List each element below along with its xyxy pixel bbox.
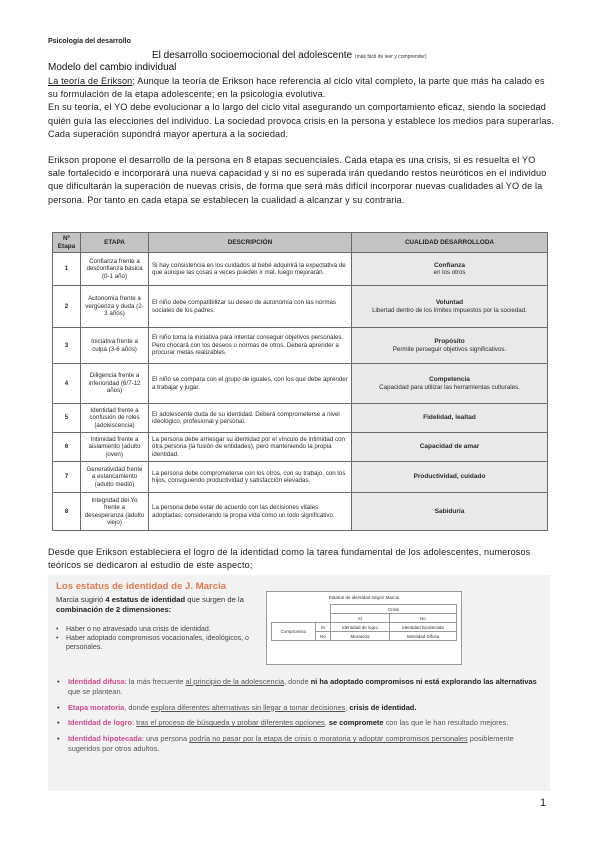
- list-item: • Haber o no atravesado una crisis de identidad.: [56, 625, 274, 634]
- document-title: [152, 50, 427, 61]
- mini-cell: Moratoria: [331, 632, 390, 641]
- slide-title: Los estatus de identidad de J. Marcia: [56, 581, 227, 592]
- mini-cell: Identidad hipotecada: [389, 623, 456, 632]
- stages-paragraph: Erikson propone el desarrollo de la persona en 8 etapas secuenciales. Cada etapa es una crisis, si es resuelta el YO sale fortalecido e incorporará una nueva capacidad y si no es superada irán quedando restos neuróticos en el individuo que dificultarán la superación de nuevas crisis, de forma que será más difícil incorporar nuevas cualidades al YO de la persona. Por tanto en cada etapa se establecen la cualidad a alcanzar y su contraria.: [48, 155, 547, 205]
- stage-quality: [352, 404, 548, 433]
- table-row: [53, 433, 548, 462]
- table-row: [53, 328, 548, 364]
- stage-number: 5: [53, 404, 81, 433]
- stage-quality: [352, 253, 548, 286]
- mini-table-title: Estatus de identidad según Marcia: [328, 595, 400, 600]
- quality-sub: Capacidad para utilizar las herramientas culturales.: [379, 383, 520, 391]
- intro-rest: ; Aunque la teoría de Erikson hace referencia al ciclo vital completo, la parte que más ha calado es su formulación de la etapa adolescente; en la psicología evolutiva.: [48, 76, 545, 100]
- marcia-status-table: [266, 591, 462, 665]
- list-item: • Haber adoptado compromisos vocacionales, ideológicos, o personales.: [56, 634, 274, 652]
- table-row: [53, 253, 548, 286]
- mini-row-group: Compromiso: [272, 623, 316, 641]
- quality-title: Capacidad de amar: [419, 443, 480, 451]
- stage-description: El adolescente duda de su identidad. Deberá comprometerse a nivel ideológico, profesional y personal.: [149, 404, 352, 433]
- stage-number: 2: [53, 286, 81, 328]
- quality-sub: en los otros: [433, 269, 466, 277]
- stage-quality: [352, 433, 548, 462]
- stage-description: El niño debe compatibilizar su deseo de autonomía con las normas sociales de los padres.: [149, 286, 352, 328]
- def-term: Etapa moratoria: [68, 702, 125, 712]
- stage-number: 7: [53, 462, 81, 493]
- header-cualidad: CUALIDAD DESARROLLODA: [352, 233, 548, 253]
- header-etapa: ETAPA: [81, 233, 149, 253]
- marcia-slide: [48, 575, 550, 791]
- quality-title: Voluntad: [435, 299, 464, 307]
- stage-quality: [352, 328, 548, 364]
- stage-quality: [352, 364, 548, 404]
- stage-name: Integridad del Yo frente a desesperanza (adulto viejo): [81, 493, 149, 531]
- table-row: [53, 286, 548, 328]
- mini-row-no: No: [315, 632, 330, 641]
- stage-name: Diligencia frente a inferioridad (6/7-12 años): [81, 364, 149, 404]
- status-definitions: [56, 677, 544, 760]
- stage-number: 3: [53, 328, 81, 364]
- quality-title: Confianza: [433, 261, 466, 269]
- stage-description: La persona debe arriesgar su identidad por el vínculo de intimidad con otra persona (la fusión de entidades), pero manteniendo la propia identidad.: [149, 433, 352, 462]
- stage-description: El niño toma la iniciativa para intentar conseguir objetivos personales. Pero chocará con los deseos o normas de otros. Deberá aprender a procurar metas realizables.: [149, 328, 352, 364]
- intro-paragraph: [48, 75, 554, 141]
- stage-name: Generatividad frente a estancamiento (adulto medio): [81, 462, 149, 493]
- stage-name: Iniciativa frente a culpa (3-6 años): [81, 328, 149, 364]
- intro-line2: En su teoría, el YO debe evolucionar a lo largo del ciclo vital asegurando un comportamiento eficaz, siendo la sociedad quién guía las elecciones del individuo. La sociedad provoca crisis en la persona y establece los medios para superarlas. Cada superación supondrá mayor apertura a la sociedad.: [48, 102, 554, 139]
- stage-name: Intimidad frente a aislamiento (adulto joven): [81, 433, 149, 462]
- mini-col-si: Sí: [331, 614, 390, 623]
- table-header-row: [53, 233, 548, 253]
- intro-pre: Marcia sugirió: [56, 595, 106, 604]
- marcia-intro-paragraph: Desde que Erikson estableciera el logro de la identidad como la tarea fundamental de los adolescentes, numerosos teóricos se dedicaron al estudio de este aspecto;: [48, 547, 531, 571]
- intro-mid: que surgen de la: [185, 595, 244, 604]
- intro-bold: 4 estatus de identidad: [105, 595, 186, 604]
- title-note: (más fácil de leer y comprender): [354, 54, 427, 60]
- course-label: Psicología del desarrollo: [48, 38, 131, 45]
- quality-title: Competencia: [429, 376, 470, 384]
- table-row: [53, 364, 548, 404]
- stage-description: La persona debe estar de acuerdo con las decisiones vitales adoptadas, considerando la propia vida como un todo significativo.: [149, 493, 352, 531]
- stage-description: El niño se compara con el grupo de iguales, con los que debe aprender a trabajar y jugar.: [149, 364, 352, 404]
- stage-quality: [352, 462, 548, 493]
- def-term: Identidad de logro: [68, 718, 133, 728]
- stage-number: 4: [53, 364, 81, 404]
- list-item: • Identidad de logro: tras el proceso de búsqueda y probar diferentes opciones, se compromete con las que le han resultado mejores.: [56, 718, 544, 728]
- list-item: • Identidad hipotecada: una persona podría no pasar por la etapa de crisis o moratoria y adoptar compromisos personales posiblemente sugeridos por otros adultos.: [56, 734, 544, 754]
- title-main: El desarrollo socioemocional del adolescente: [152, 50, 353, 61]
- quality-title: Fidelidad, lealtad: [423, 414, 476, 422]
- stage-number: 6: [53, 433, 81, 462]
- stage-description: La persona debe comprometerse con los otros, con su trabajo, con los hijos, consiguiendo productividad y satisfacción elevadas.: [149, 462, 352, 493]
- stage-name: Confianza frente a desconfianza básica (0-1 año): [81, 253, 149, 286]
- page-number: 1: [540, 797, 547, 809]
- mini-col-no: No: [389, 614, 456, 623]
- table-row: [53, 462, 548, 493]
- quality-sub: Permite perseguir objetivos significativos.: [392, 345, 507, 353]
- mini-cell: Identidad Difusa: [389, 632, 456, 641]
- quality-title: Sabiduría: [434, 507, 465, 515]
- stage-number: 1: [53, 253, 81, 286]
- quality-title: Productividad, cuidado: [413, 473, 486, 481]
- header-n: Nº Etapa: [53, 233, 81, 253]
- intro-bold2: combinación de 2 dimensiones:: [56, 605, 172, 614]
- dimension-list: [56, 625, 274, 653]
- stage-name: Identidad frente a confusión de roles (adolescencia): [81, 404, 149, 433]
- stage-quality: [352, 493, 548, 531]
- table-row: [53, 404, 548, 433]
- header-desc: DESCRIPCIÓN: [149, 233, 352, 253]
- erikson-link[interactable]: La teoría de Erikson: [48, 76, 133, 86]
- table-row: [53, 493, 548, 531]
- stage-number: 8: [53, 493, 81, 531]
- def-term: Identidad hipotecada: [68, 734, 142, 744]
- stage-quality: [352, 286, 548, 328]
- list-item: • Identidad difusa: la más frecuente al principio de la adolescencia, donde ni ha adoptado compromisos ni está explorando las alternativas que se plantean.: [56, 677, 544, 697]
- list-item: • Etapa moratoria, donde explora diferentes alternativas sin llegar a tomar decisiones, crisis de identidad.: [56, 703, 544, 713]
- stage-description: Si hay consistencia en los cuidados al bebé adquirirá la expectativa de que aunque las cosas a veces pueden ir mal, luego mejorarán.: [149, 253, 352, 286]
- mini-row-si: Sí: [315, 623, 330, 632]
- mini-col-group: Crisis: [331, 605, 457, 614]
- slide-intro: [56, 595, 274, 615]
- mini-table-grid: [271, 604, 457, 641]
- mini-cell: Identidad de logro: [331, 623, 390, 632]
- stage-name: Autonomía frente a vergüenza y duda (2-3 años): [81, 286, 149, 328]
- quality-title: Propósito: [434, 338, 465, 346]
- def-term: Identidad difusa: [68, 677, 125, 686]
- erikson-stages-table: [52, 232, 548, 531]
- quality-sub: Libertad dentro de los límites impuestos por la sociedad.: [372, 306, 527, 314]
- section-subtitle: Modelo del cambio individual: [48, 62, 177, 73]
